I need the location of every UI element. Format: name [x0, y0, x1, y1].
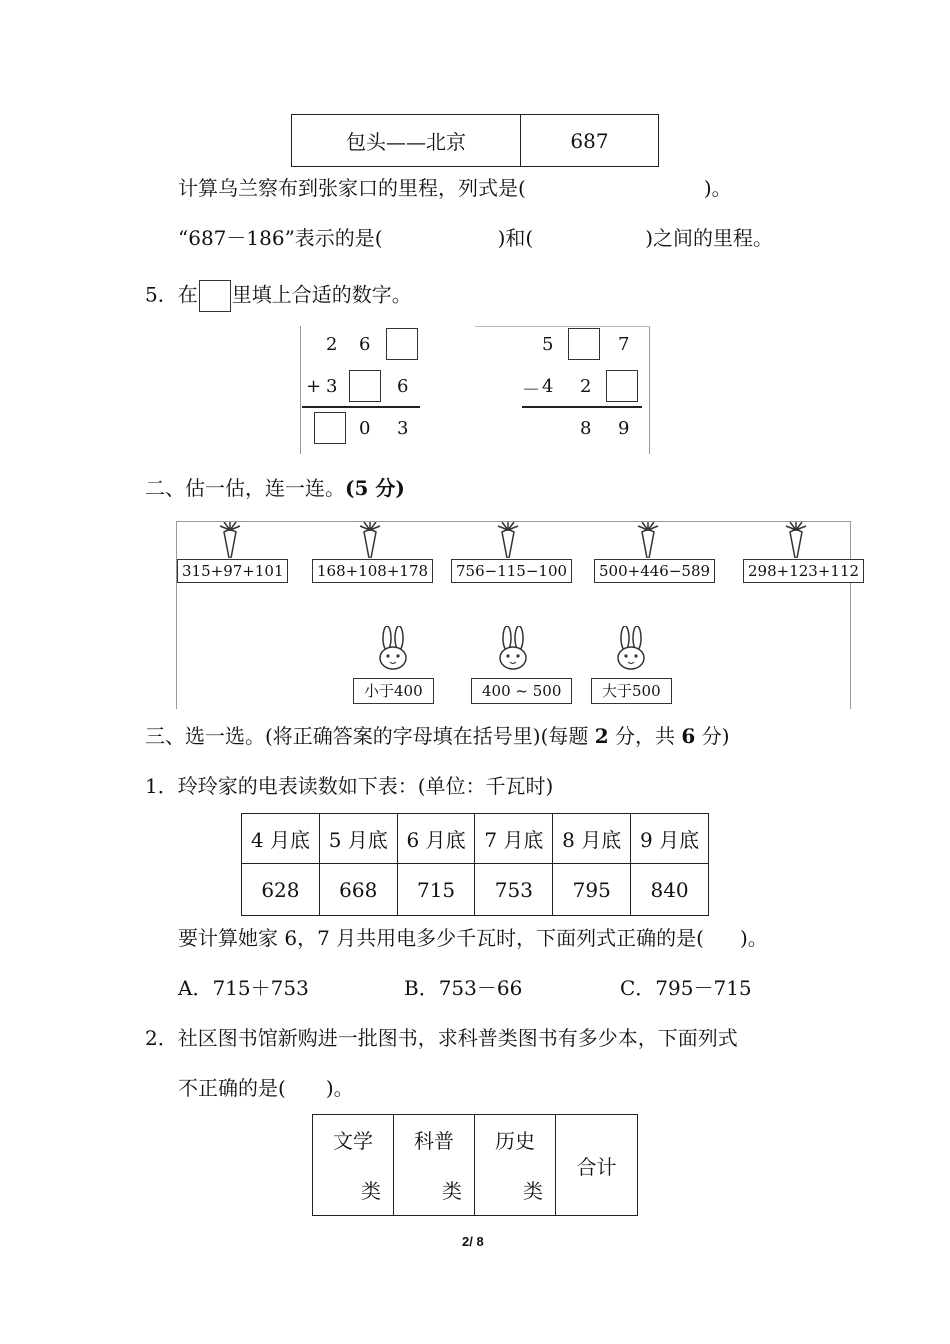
carrot-icon — [635, 522, 661, 562]
rabbit-icon — [373, 626, 413, 678]
meter-value: 795 — [553, 864, 631, 916]
range-label[interactable]: 大于500 — [591, 678, 672, 704]
estimate-expression[interactable]: 315+97+101 — [177, 559, 288, 583]
distance-cell: 687 — [521, 115, 659, 167]
estimate-expression[interactable]: 298+123+112 — [743, 559, 864, 583]
s3q1-label: 1．玲玲家的电表读数如下表：(单位：千瓦时) — [145, 774, 554, 798]
q4-line1: 计算乌兰察布到张家口的里程，列式是( )。 — [178, 176, 732, 200]
estimate-expression[interactable]: 756−115−100 — [451, 559, 572, 583]
right-r2-d1: 4 — [542, 376, 554, 397]
route-cell: 包头——北京 — [292, 115, 521, 167]
carrot-icon — [357, 522, 383, 562]
total-header: 合计 — [556, 1115, 638, 1216]
estimate-expression[interactable]: 168+108+178 — [312, 559, 433, 583]
option-b[interactable]: B．753－66 — [404, 976, 523, 1000]
rabbit-icon — [493, 626, 533, 678]
left-r3-d2: 0 — [359, 418, 371, 439]
right-r3-d3: 9 — [618, 418, 630, 439]
category-header: 历史 类 — [475, 1115, 556, 1216]
s3q1-question: 要计算她家 6，7 月共用电多少千瓦时，下面列式正确的是( )。 — [178, 926, 768, 950]
rabbit-icon — [611, 626, 651, 678]
meter-value: 668 — [319, 864, 397, 916]
category-header: 科普 类 — [394, 1115, 475, 1216]
left-r1-d2: 6 — [359, 334, 371, 355]
meter-value: 628 — [242, 864, 320, 916]
right-diff-line — [522, 406, 642, 408]
left-r1-d1: 2 — [326, 334, 338, 355]
electricity-table — [241, 813, 709, 916]
month-header: 9 月底 — [631, 814, 709, 864]
s3q2-label: 2．社区图书馆新购进一批图书，求科普类图书有多少本，下面列式 — [145, 1026, 738, 1050]
right-r3-d2: 8 — [580, 418, 592, 439]
left-operator: + — [306, 376, 322, 397]
left-r3-d3: 3 — [397, 418, 409, 439]
left-r2-blank[interactable] — [349, 370, 381, 402]
book-table — [312, 1114, 638, 1216]
section2-title: 二、估一估，连一连。(5 分) — [145, 476, 405, 500]
right-r2-d2: 2 — [580, 376, 592, 397]
range-label[interactable]: 400 ~ 500 — [471, 678, 572, 704]
left-r2-d3: 6 — [397, 376, 409, 397]
left-sum-line — [302, 406, 420, 408]
left-r1-blank[interactable] — [386, 328, 418, 360]
meter-value: 753 — [475, 864, 553, 916]
meter-value: 840 — [631, 864, 709, 916]
month-header: 4 月底 — [242, 814, 320, 864]
s3q2-label2: 不正确的是( )。 — [178, 1076, 354, 1100]
right-r1-d3: 7 — [618, 334, 630, 355]
carrot-icon — [495, 522, 521, 562]
month-header: 8 月底 — [553, 814, 631, 864]
right-operator: － — [522, 380, 540, 401]
month-header: 5 月底 — [319, 814, 397, 864]
meter-value: 715 — [397, 864, 475, 916]
route-table — [291, 114, 659, 167]
option-c[interactable]: C．795－715 — [620, 976, 752, 1000]
right-r1-blank[interactable] — [568, 328, 600, 360]
q4-line2: “687－186”表示的是( )和( )之间的里程。 — [178, 226, 774, 250]
month-header: 6 月底 — [397, 814, 475, 864]
left-r2-d1: 3 — [326, 376, 338, 397]
range-label[interactable]: 小于400 — [353, 678, 434, 704]
vertical-arithmetic — [300, 326, 650, 454]
left-r3-blank[interactable] — [314, 412, 346, 444]
option-a[interactable]: A．715＋753 — [178, 976, 309, 1000]
carrot-icon — [783, 522, 809, 562]
q5-instruction: 5．在 里填上合适的数字。 — [145, 280, 412, 312]
category-header: 文学 类 — [313, 1115, 394, 1216]
month-header: 7 月底 — [475, 814, 553, 864]
matching-area — [176, 521, 860, 709]
right-r1-d1: 5 — [542, 334, 554, 355]
carrot-icon — [217, 522, 243, 562]
estimate-expression[interactable]: 500+446−589 — [594, 559, 715, 583]
right-r2-blank[interactable] — [606, 370, 638, 402]
section3-title: 三、选一选。(将正确答案的字母填在括号里)(每题 2 分，共 6 分) — [145, 724, 730, 748]
answer-box-sample — [199, 280, 231, 312]
page-number: 2/ 8 — [462, 1234, 484, 1249]
